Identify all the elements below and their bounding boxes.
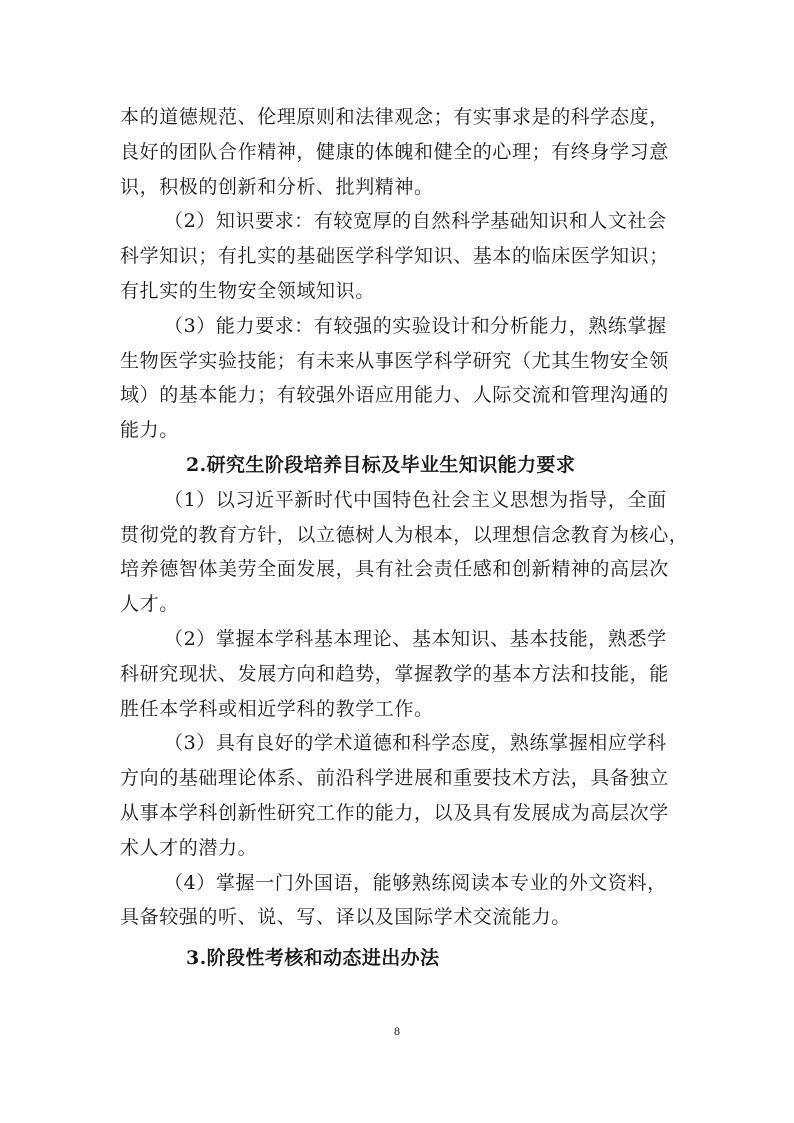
text-line: 术人才的潜力。 xyxy=(120,836,258,859)
text-line: 科研究现状、发展方向和趋势，掌握教学的基本方法和技能，能 xyxy=(120,662,669,685)
text-line: 识，积极的创新和分析、批判精神。 xyxy=(120,175,434,198)
text-line: 人才。 xyxy=(120,593,179,616)
text-line: 生物医学实验技能；有未来从事医学科学研究（尤其生物安全领 xyxy=(120,349,669,372)
page-number: 8 xyxy=(394,1024,400,1038)
text-line: （2）掌握本学科基本理论、基本知识、基本技能，熟悉学 xyxy=(164,628,667,650)
text-line: 科学知识；有扎实的基础医学科学知识、基本的临床医学知识； xyxy=(120,245,669,268)
text-line: 方向的基础理论体系、前沿科学进展和重要技术方法，具备独立 xyxy=(120,767,669,790)
section-heading: 2.研究生阶段培养目标及毕业生知识能力要求 xyxy=(186,454,576,476)
text-line: （2）知识要求：有较宽厚的自然科学基础知识和人文社会 xyxy=(164,210,667,233)
text-line: （1）以习近平新时代中国特色社会主义思想为指导，全面 xyxy=(164,488,667,511)
text-line: 培养德智体美劳全面发展，具有社会责任感和创新精神的高层次 xyxy=(120,558,669,581)
text-line: 良好的团队合作精神，健康的体魄和健全的心理；有终身学习意 xyxy=(120,140,669,163)
text-line: 胜任本学科或相近学科的教学工作。 xyxy=(120,697,434,720)
text-line: 本的道德规范、伦理原则和法律观念；有实事求是的科学态度， xyxy=(120,106,669,128)
text-line: （3）能力要求：有较强的实验设计和分析能力，熟练掌握 xyxy=(164,314,667,337)
text-line: 从事本学科创新性研究工作的能力，以及具有发展成为高层次学 xyxy=(120,802,669,824)
section-heading: 3.阶段性考核和动态进出办法 xyxy=(186,947,440,970)
text-line: 域）的基本能力；有较强外语应用能力、人际交流和管理沟通的 xyxy=(120,384,669,407)
text-line: 贯彻党的教育方针，以立德树人为根本，以理想信念教育为核心， xyxy=(120,523,689,546)
text-line: （3）具有良好的学术道德和科学态度，熟练掌握相应学科 xyxy=(164,732,667,755)
text-line: 有扎实的生物安全领域知识。 xyxy=(120,280,375,302)
text-line: 能力。 xyxy=(120,419,179,442)
text-line: 具备较强的听、说、写、译以及国际学术交流能力。 xyxy=(120,906,571,929)
text-line: （4）掌握一门外国语，能够熟练阅读本专业的外文资料， xyxy=(164,871,667,894)
